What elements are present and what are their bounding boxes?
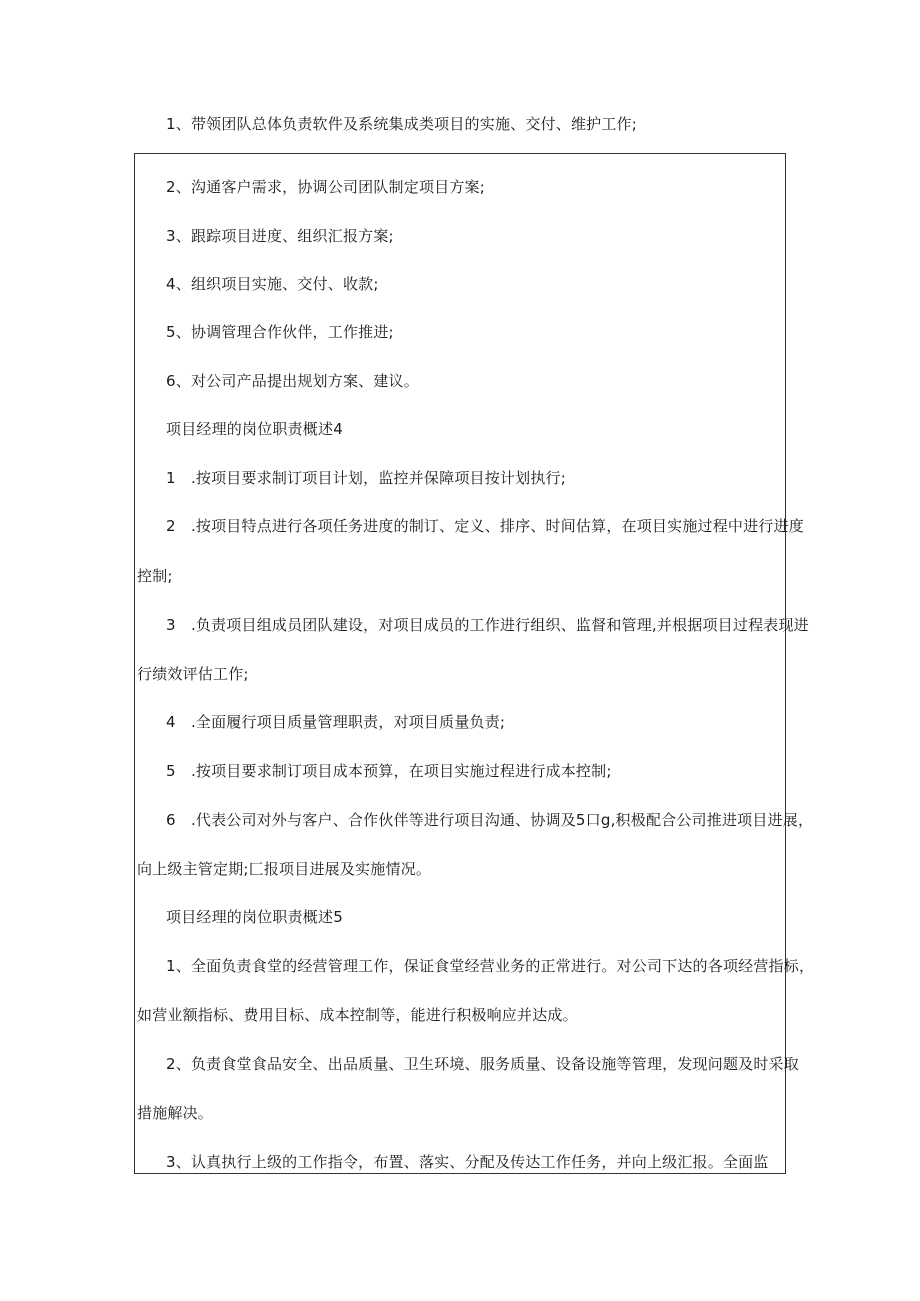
section4-item-5: 5 .按项目要求制订项目成本预算，在项目实施过程进行成本控制; (166, 762, 612, 780)
section4-item-6: 6 .代表公司对外与客户、合作伙伴等进行项目沟通、协调及5口g,积极配合公司推进项目进展， (166, 811, 814, 829)
intro-line: 1、带领团队总体负责软件及系统集成类项目的实施、交付、维护工作; (166, 115, 638, 133)
section3-item-5: 5、协调管理合作伙伴，工作推进; (166, 323, 394, 341)
section4-item-3: 3 .负责项目组成员团队建设，对项目成员的工作进行组织、监督和管理,并根据项目过程表现进 (166, 616, 809, 634)
section4-item-3-cont: 行绩效评估工作; (137, 665, 249, 683)
section5-item-3: 3、认真执行上级的工作指令，布置、落实、分配及传达工作任务，并向上级汇报。全面监 (166, 1153, 769, 1171)
section5-item-2: 2、负责食堂食品安全、出品质量、卫生环境、服务质量、设备设施等管理，发现问题及时采取 (166, 1055, 799, 1073)
section3-item-2: 2、沟通客户需求，协调公司团队制定项目方案; (166, 178, 485, 196)
section3-item-6: 6、对公司产品提出规划方案、建议。 (166, 372, 419, 390)
section5-heading: 项目经理的岗位职责概述5 (166, 908, 343, 926)
section3-item-4: 4、组织项目实施、交付、收款; (166, 275, 379, 293)
section5-item-1-cont: 如营业额指标、费用目标、成本控制等，能进行积极响应并达成。 (137, 1006, 578, 1024)
section5-item-2-cont: 措施解决。 (137, 1104, 214, 1122)
section4-item-4: 4 .全面履行项目质量管理职责，对项目质量负责; (166, 713, 506, 731)
section4-item-2: 2 .按项目特点进行各项任务进度的制订、定义、排序、时间估算，在项目实施过程中进行进度 (166, 517, 804, 535)
section5-item-1: 1、全面负责食堂的经营管理工作，保证食堂经营业务的正常进行。对公司下达的各项经营指标， (166, 957, 815, 975)
section4-item-1: 1 .按项目要求制订项目计划，监控并保障项目按计划执行; (166, 469, 566, 487)
section4-item-2-cont: 控制; (137, 567, 173, 585)
section3-item-3: 3、跟踪项目进度、组织汇报方案; (166, 227, 394, 245)
section4-item-6-cont: 向上级主管定期;匚报项目进展及实施情况。 (137, 860, 432, 878)
section4-heading: 项目经理的岗位职责概述4 (166, 420, 343, 438)
